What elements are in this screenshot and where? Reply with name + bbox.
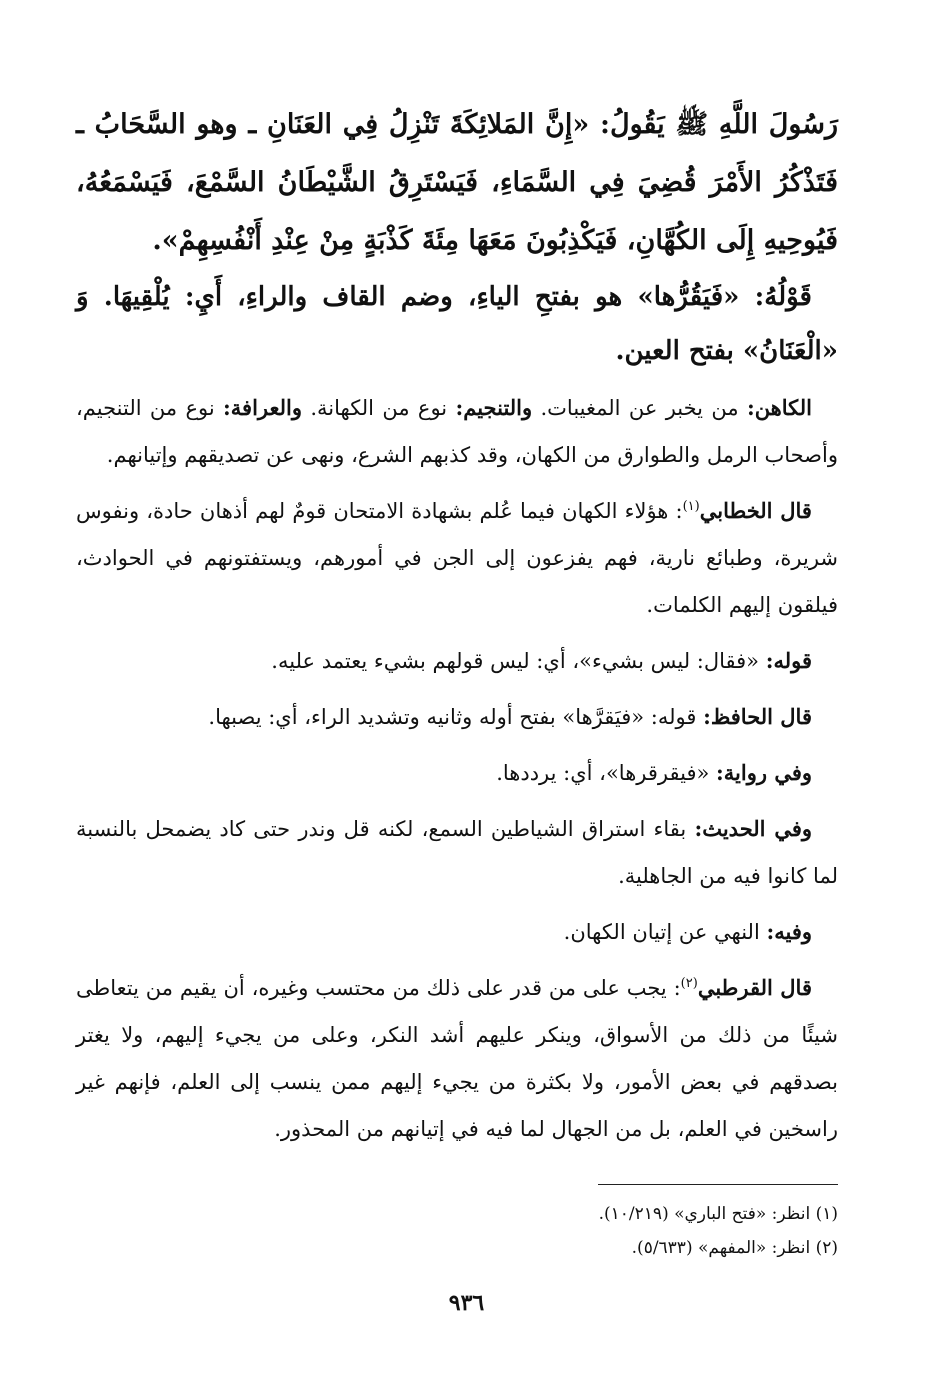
- text-khattabi: : هؤلاء الكهان فيما عُلم بشهادة الامتحان قومٌ لهم أذهان حادة، ونفوس شريرة، وطبائع نارية، فهم يفزعون إلى الجن في أمورهم، ويستفتونهم في الحوادث، فيلقون إليهم الكلمات.: [76, 499, 838, 617]
- text-qawluhu: «فقال: ليس بشيء»، أي: ليس قولهم بشيء يعتمد عليه.: [271, 649, 766, 673]
- text-hafiz: قوله: «فيَقرَّها» بفتح أوله وثانيه وتشديد الراء، أي: يصبها.: [208, 705, 704, 729]
- hadith-note: قَوْلُهُ: «فَيَقُرُّها» هو بفتحِ الياءِ، وضم القاف والراءِ، أَيِ: يُلْقِيهَا. وَ «الْعَنَانُ» بفتح العين.: [76, 282, 838, 366]
- lead-qurtubi: قال القرطبي: [697, 975, 812, 1000]
- paragraph-qawluhu: [76, 637, 838, 685]
- footnote-ref-1[interactable]: (١): [682, 499, 700, 514]
- term-kahin: الكاهن:: [746, 395, 812, 420]
- paragraph-hafiz: [76, 693, 838, 741]
- term-irafa: والعرافة:: [223, 395, 302, 420]
- footnote-2: (٢) انظر: «المفهم» (٥/٦٣٣).: [631, 1238, 838, 1258]
- text-tanjim: نوع من الكهانة.: [302, 396, 456, 420]
- lead-khattabi: قال الخطابي: [699, 498, 812, 523]
- lead-qawluhu: قوله:: [765, 648, 812, 673]
- paragraph-fihi: [76, 908, 838, 956]
- lead-hafiz: قال الحافظ:: [703, 704, 812, 729]
- page-number: ٩٣٦: [448, 1290, 485, 1316]
- text-qurtubi: : يجب على من قدر على ذلك من محتسب وغيره، أن يقيم من يتعاطى شيئًا من ذلك من الأسواق، وينكر عليهم أشد النكر، وعلى من يجيء إليهم، ولا يغتر بصدقهم في بعض الأمور، ولا بكثرة من يجيء إليهم ممن ينسب إلى العلم، فإنهم غير راسخين في العلم، بل من الجهال لما فيه في إتيانهم من المحذور.: [76, 976, 838, 1141]
- footnote-1: (١) انظر: «فتح الباري» (١٠/٢١٩).: [598, 1204, 838, 1224]
- lead-hadith-lesson: وفي الحديث:: [694, 816, 813, 841]
- term-tanjim: والتنجيم:: [455, 395, 533, 420]
- footnote-divider: [598, 1184, 838, 1185]
- text-fihi: النهي عن إتيان الكهان.: [563, 920, 767, 944]
- text-hadith-lesson: بقاء استراق الشياطين السمع، لكنه قل وندر حتى كاد يضمحل بالنسبة لما كانوا فيه من الجاهلية.: [76, 817, 838, 888]
- footnotes: [76, 1184, 838, 1265]
- text-kahin: من يخبر عن المغيبات.: [532, 396, 747, 420]
- page-body: [76, 96, 838, 1161]
- hadith-text: رَسُولَ اللَّهِ ﷺ يَقُولُ: «إِنَّ المَلائِكَةَ تَنْزِلُ فِي العَنَانِ ـ وهو السَّحَابُ ـ فَتَذْكُرُ الأَمْرَ قُضِيَ فِي السَّمَاءِ، فَيَسْتَرِقُ الشَّيْطَانُ السَّمْعَ، فَيَسْمَعُهُ، فَيُوحِيهِ إِلَى الكُهَّانِ، فَيَكْذِبُونَ مَعَهَا مِئَةَ كَذْبَةٍ مِنْ عِنْدِ أَنْفُسِهِمْ».: [76, 109, 838, 256]
- text-riwaya: «فيقرقرها»، أي: يرددها.: [496, 761, 717, 785]
- paragraph-hadith-lesson: [76, 805, 838, 900]
- footnote-ref-2[interactable]: (٢): [680, 976, 698, 991]
- paragraph-khattabi: [76, 487, 838, 629]
- paragraph-kahin: [76, 384, 838, 479]
- text-irafa: نوع من التنجيم، وأصحاب الرمل والطوارق من الكهان، وقد كذبهم الشرع، ونهى عن تصديقهم وإتيانهم.: [76, 396, 838, 467]
- paragraph-riwaya: [76, 749, 838, 797]
- lead-riwaya: وفي رواية:: [716, 760, 812, 785]
- lead-fihi: وفيه:: [766, 919, 812, 944]
- paragraph-qurtubi: [76, 964, 838, 1153]
